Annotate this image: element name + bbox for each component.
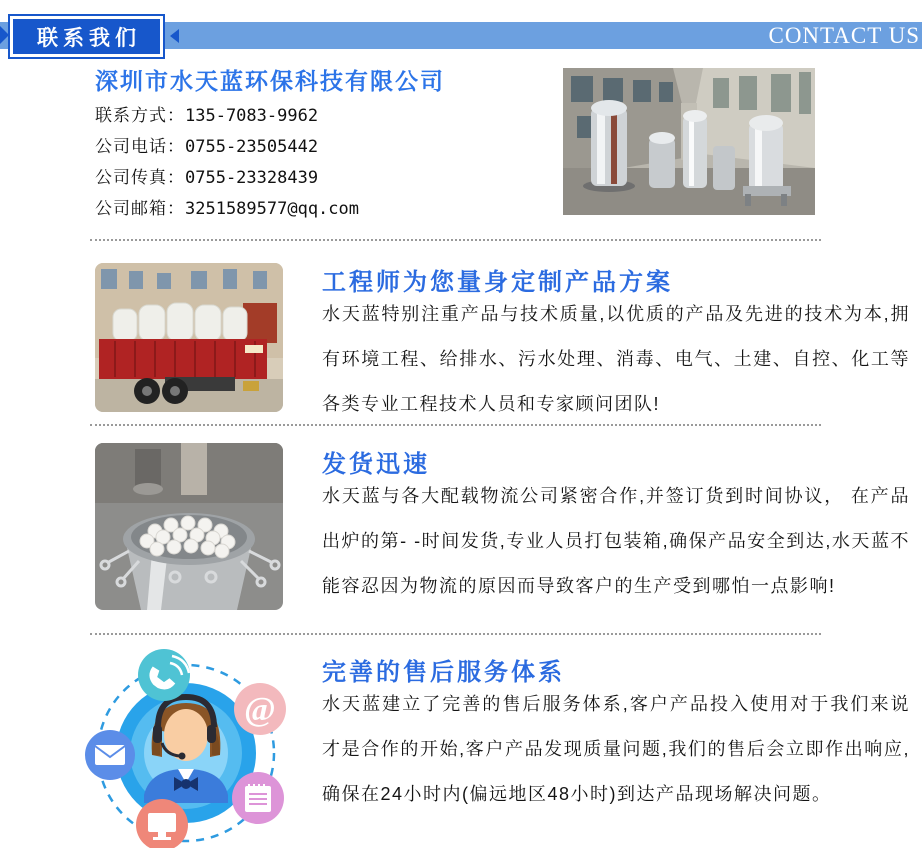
phone-icon bbox=[138, 649, 190, 701]
contact-label: 公司邮箱： bbox=[95, 199, 185, 218]
filter-housing-photo bbox=[95, 443, 283, 610]
banner-title: 联系我们 bbox=[37, 26, 141, 50]
envelope-icon bbox=[85, 730, 135, 780]
contact-row-email bbox=[95, 193, 535, 224]
section-heading-after-sales: 完善的售后服务体系 bbox=[322, 659, 565, 686]
company-name: 深圳市水天蓝环保科技有限公司 bbox=[95, 68, 445, 94]
svg-text:@: @ bbox=[244, 691, 276, 728]
section-heading-custom-solutions: 工程师为您量身定制产品方案 bbox=[322, 269, 673, 296]
notepad-icon bbox=[232, 772, 284, 824]
section-body-fast-shipping: 水天蓝与各大配载物流公司紧密合作,并签订货到时间协议， 在产品出炉的第- -时间发货,专业人员打包装箱,确保产品安全到达,水天蓝不能容忍因为物流的原因而导致客户的生产受到哪怕一点影响! bbox=[322, 486, 910, 596]
customer-service-illustration bbox=[82, 643, 287, 848]
section-heading-fast-shipping: 发货迅速 bbox=[322, 451, 430, 478]
contact-value: 3251589577@qq.com bbox=[185, 199, 359, 219]
truck-photo bbox=[95, 263, 283, 412]
contact-list bbox=[95, 100, 535, 224]
factory-equipment-photo bbox=[563, 68, 815, 215]
contact-value: 0755-23328439 bbox=[185, 168, 319, 188]
contact-value: 135-7083-9962 bbox=[185, 106, 319, 126]
dotted-divider bbox=[90, 424, 821, 426]
contact-us-banner bbox=[8, 14, 165, 59]
contact-row-fax bbox=[95, 162, 535, 193]
section-body-after-sales: 水天蓝建立了完善的售后服务体系,客户产品投入使用对于我们来说才是合作的开始,客户产品发现质量问题,我们的售后会立即作出响应,确保在24小时内(偏远地区48小时)到达产品现场解决问题。 bbox=[322, 694, 910, 804]
contact-row-phone bbox=[95, 131, 535, 162]
dotted-divider bbox=[90, 633, 821, 635]
contact-us-english-label: CONTACT US bbox=[768, 22, 920, 48]
left-triangle-icon bbox=[170, 29, 179, 43]
at-sign-icon bbox=[234, 683, 286, 735]
contact-label: 公司传真： bbox=[95, 168, 185, 187]
dotted-divider bbox=[90, 239, 821, 241]
contact-row-mobile bbox=[95, 100, 535, 131]
contact-value: 0755-23505442 bbox=[185, 137, 319, 157]
section-body-custom-solutions: 水天蓝特别注重产品与技术质量,以优质的产品及先进的技术为本,拥有环境工程、给排水、污水处理、消毒、电气、土建、自控、化工等各类专业工程技术人员和专家顾问团队! bbox=[322, 304, 910, 414]
contact-label: 联系方式： bbox=[95, 106, 185, 125]
contact-label: 公司电话： bbox=[95, 137, 185, 156]
